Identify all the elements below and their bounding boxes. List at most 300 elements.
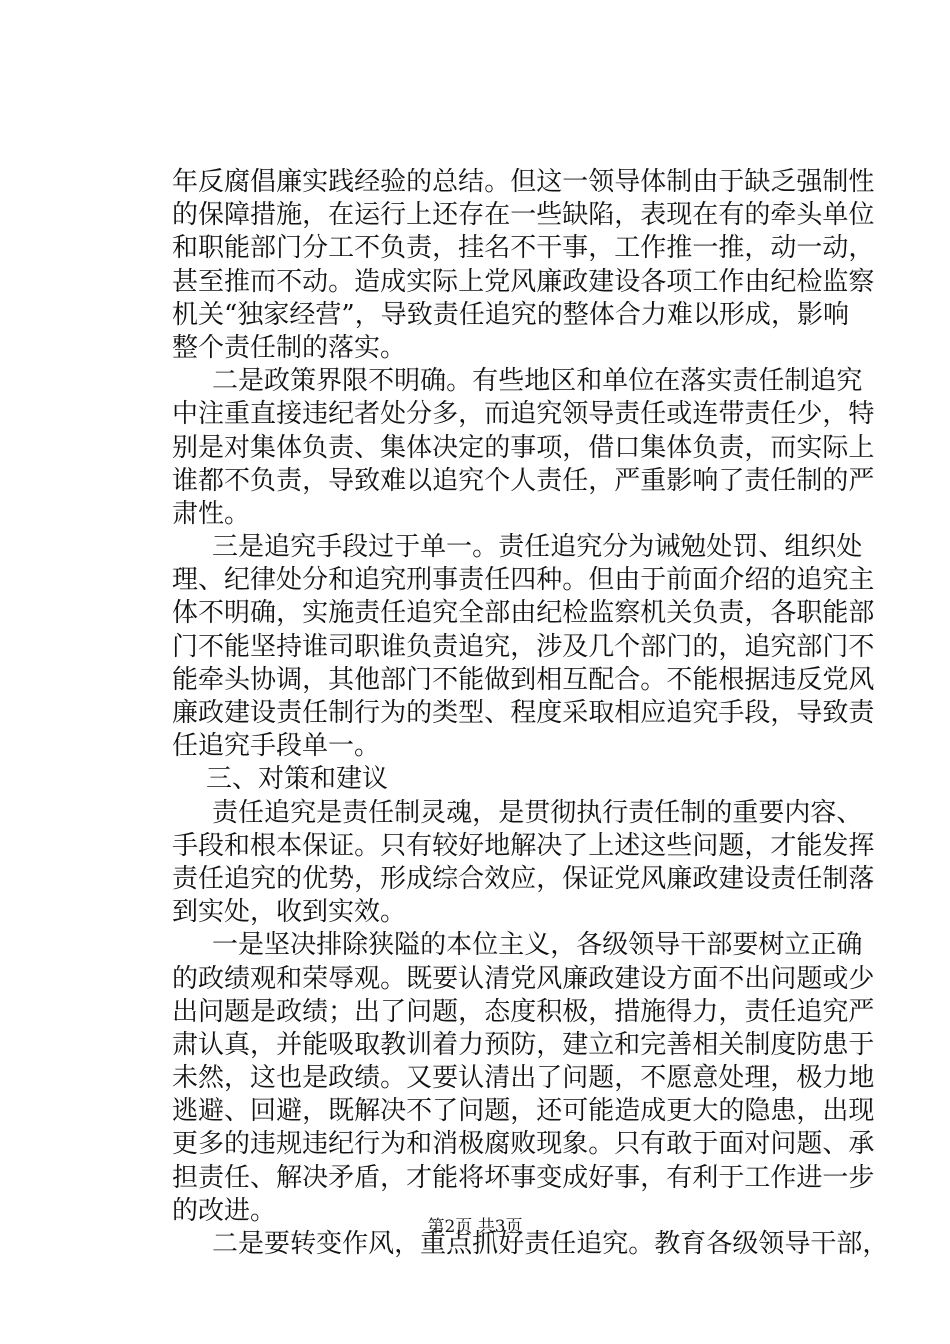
glyph: 更	[666, 1096, 693, 1127]
glyph: 责	[718, 598, 745, 629]
glyph: 态	[484, 996, 511, 1027]
glyph: 界	[316, 366, 343, 397]
glyph: 训	[406, 1029, 433, 1060]
glyph: 监	[588, 598, 615, 629]
glyph: 的	[172, 963, 199, 994]
glyph: 的	[406, 167, 433, 197]
glyph: 题	[796, 963, 823, 994]
glyph: 限	[342, 366, 369, 397]
glyph: 不	[848, 631, 875, 662]
glyph: 各	[576, 930, 603, 961]
glyph: 成	[562, 1162, 589, 1193]
glyph: 事	[510, 1162, 537, 1193]
glyph: 有	[666, 1162, 693, 1193]
glyph: 是	[302, 1063, 329, 1094]
glyph: ，	[550, 930, 577, 961]
glyph: 责	[770, 863, 797, 894]
glyph: ，	[394, 1229, 421, 1259]
glyph: 绩	[354, 1063, 381, 1094]
glyph: 动	[822, 233, 849, 264]
glyph: 综	[432, 863, 459, 894]
glyph: 而	[770, 432, 797, 463]
glyph: 职	[354, 631, 381, 662]
glyph: 吸	[328, 1029, 355, 1060]
line-text: 整个责任制的落实。	[172, 332, 407, 363]
glyph: 以	[692, 299, 719, 330]
glyph: 任	[640, 399, 667, 430]
glyph: 门	[822, 631, 849, 662]
glyph: 难	[380, 465, 407, 496]
glyph: ，	[536, 1029, 563, 1060]
text-line	[172, 631, 875, 664]
glyph: 度	[510, 996, 537, 1027]
glyph: 极	[458, 1129, 485, 1160]
glyph: 善	[666, 1029, 693, 1060]
glyph: 设	[640, 963, 667, 994]
glyph: 盾	[354, 1162, 381, 1193]
glyph: ，	[862, 1229, 889, 1259]
glyph: 至	[198, 266, 225, 297]
glyph: 。	[472, 532, 499, 563]
glyph: 廉	[562, 963, 589, 994]
glyph: 些	[536, 200, 563, 231]
glyph: 性	[848, 167, 875, 197]
glyph: 成	[380, 266, 407, 297]
glyph: 位	[472, 930, 499, 961]
glyph: 力	[458, 1029, 485, 1060]
glyph: 现	[848, 1096, 875, 1127]
glyph: 由	[744, 266, 771, 297]
glyph: 重	[224, 399, 251, 430]
glyph: 究	[836, 366, 863, 397]
glyph: 度	[770, 1029, 797, 1060]
glyph: 一	[822, 1162, 849, 1193]
glyph: 难	[666, 299, 693, 330]
glyph: 分	[406, 399, 433, 430]
glyph: 本	[276, 830, 303, 861]
text-line	[172, 863, 875, 896]
glyph: 的	[744, 200, 771, 231]
glyph: 少	[848, 963, 875, 994]
glyph: 清	[484, 1063, 511, 1094]
glyph: 察	[614, 598, 641, 629]
glyph: 由	[614, 565, 641, 596]
glyph: 推	[718, 233, 745, 264]
glyph: ，	[614, 200, 641, 231]
glyph: 问	[406, 996, 433, 1027]
glyph: 别	[172, 432, 199, 463]
text-line	[172, 199, 875, 232]
glyph: 政	[328, 1063, 355, 1094]
glyph: 领	[758, 1229, 785, 1259]
glyph: 绍	[744, 565, 771, 596]
glyph: 分	[302, 233, 329, 264]
glyph: 施	[328, 598, 355, 629]
glyph: 施	[276, 200, 303, 231]
glyph: 极	[562, 996, 589, 1027]
glyph: 机	[640, 598, 667, 629]
glyph: 型	[458, 698, 485, 728]
glyph: 究	[380, 565, 407, 596]
glyph: 一	[796, 233, 823, 264]
glyph: 现	[666, 200, 693, 231]
glyph: 在	[692, 200, 719, 231]
glyph: 主	[498, 930, 525, 961]
glyph: 致	[822, 698, 849, 728]
glyph: 、	[758, 532, 785, 563]
glyph: 并	[276, 1029, 303, 1060]
glyph: 出	[354, 996, 381, 1027]
glyph: 题	[588, 1063, 615, 1094]
glyph: 究	[290, 797, 317, 828]
text-line	[172, 929, 863, 962]
glyph: 谁	[302, 631, 329, 662]
glyph: 际	[432, 266, 459, 297]
text-line	[172, 266, 875, 299]
glyph: ，	[640, 1162, 667, 1193]
glyph: 是	[250, 996, 277, 1027]
text-line	[172, 1162, 875, 1195]
glyph: 根	[718, 664, 745, 695]
glyph: 一	[446, 532, 473, 563]
glyph: 题	[432, 996, 459, 1027]
glyph: 责	[536, 465, 563, 496]
glyph: 责	[498, 532, 525, 563]
glyph: 育	[680, 1229, 707, 1259]
glyph: 合	[614, 664, 641, 695]
glyph: 矛	[328, 1162, 355, 1193]
glyph: 事	[614, 1162, 641, 1193]
glyph: 影	[796, 299, 823, 330]
glyph: 责	[718, 432, 745, 463]
glyph: 象	[562, 1129, 589, 1160]
glyph: 好	[588, 1162, 615, 1193]
glyph: 致	[354, 465, 381, 496]
glyph: ，	[822, 399, 849, 430]
text-line	[172, 797, 863, 830]
glyph: 于	[718, 1162, 745, 1193]
glyph: 制	[822, 863, 849, 894]
glyph: 制	[744, 1029, 771, 1060]
glyph: 不	[354, 233, 381, 264]
glyph: 由	[510, 598, 537, 629]
glyph: 违	[302, 399, 329, 430]
glyph: 的	[692, 631, 719, 662]
glyph: 部	[484, 598, 511, 629]
text-line	[172, 830, 875, 863]
glyph: 解	[510, 830, 537, 861]
glyph: 缺	[744, 167, 771, 197]
glyph: 关	[718, 1029, 745, 1060]
glyph: 做	[484, 664, 511, 695]
glyph: 单	[822, 200, 849, 231]
glyph: 纪	[536, 598, 563, 629]
glyph: 单	[420, 532, 447, 563]
glyph: 罚	[732, 532, 759, 563]
glyph: 才	[770, 830, 797, 861]
glyph: 责	[198, 1162, 225, 1193]
glyph: 行	[354, 698, 381, 728]
glyph: 门	[666, 631, 693, 662]
glyph: 倡	[250, 167, 277, 197]
glyph: 认	[198, 1029, 225, 1060]
glyph: 事	[432, 565, 459, 596]
glyph: 分	[302, 565, 329, 596]
glyph: 肃	[172, 1029, 199, 1060]
glyph: 体	[276, 432, 303, 463]
glyph	[186, 531, 212, 564]
glyph: 部	[796, 631, 823, 662]
glyph: 势	[328, 863, 355, 894]
glyph: ，	[744, 233, 771, 264]
glyph: 都	[198, 465, 225, 496]
glyph: 是	[316, 797, 343, 828]
glyph: 愿	[666, 1063, 693, 1094]
glyph: 职	[796, 598, 823, 629]
glyph: 魂	[446, 797, 473, 828]
glyph: 落	[680, 366, 707, 397]
glyph: 力	[692, 996, 719, 1027]
glyph: 、	[198, 565, 225, 596]
glyph: 而	[250, 266, 277, 297]
glyph: 责	[432, 299, 459, 330]
glyph: 作	[640, 233, 667, 264]
glyph: 地	[848, 1063, 875, 1094]
glyph: 段	[342, 532, 369, 563]
glyph	[186, 365, 212, 398]
glyph: 任	[380, 598, 407, 629]
glyph: 二	[212, 366, 239, 397]
glyph: 门	[276, 233, 303, 264]
glyph: 了	[536, 1063, 563, 1094]
glyph: 察	[848, 266, 875, 297]
glyph: 总	[432, 167, 459, 197]
text-line	[172, 730, 836, 763]
glyph: 重	[420, 1229, 447, 1259]
glyph: 在	[654, 366, 681, 397]
glyph: 较	[432, 830, 459, 861]
glyph: 除	[342, 930, 369, 961]
glyph: 然	[198, 1063, 225, 1094]
glyph: 的	[536, 299, 563, 330]
glyph: 也	[276, 1063, 303, 1094]
glyph: 应	[510, 863, 537, 894]
glyph: 和	[224, 830, 251, 861]
glyph: 陷	[588, 200, 615, 231]
glyph: 对	[224, 432, 251, 463]
glyph: 集	[250, 432, 277, 463]
glyph: 形	[718, 299, 745, 330]
glyph: 体	[406, 432, 433, 463]
glyph: 上	[458, 266, 485, 297]
text-line	[172, 1128, 875, 1161]
glyph: 措	[250, 200, 277, 231]
glyph: 制	[666, 167, 693, 197]
glyph: 多	[198, 1129, 225, 1160]
glyph: 任	[562, 465, 589, 496]
glyph: 题	[224, 996, 251, 1027]
glyph: 关	[198, 299, 225, 330]
line-text: 三、对策和建议	[180, 764, 389, 795]
glyph: 执	[576, 797, 603, 828]
glyph: 消	[432, 1129, 459, 1160]
glyph: 设	[250, 698, 277, 728]
glyph: 影	[666, 465, 693, 496]
glyph: 或	[666, 399, 693, 430]
glyph: 明	[224, 598, 251, 629]
glyph: 少	[796, 399, 823, 430]
glyph: 工	[744, 1162, 771, 1193]
glyph: 口	[614, 432, 641, 463]
glyph: 风	[848, 664, 875, 695]
glyph: 于	[692, 1129, 719, 1160]
glyph: 方	[666, 963, 693, 994]
glyph: 只	[614, 1129, 641, 1160]
text-line	[172, 332, 836, 365]
text-line	[172, 963, 875, 996]
glyph: 成	[406, 863, 433, 894]
glyph: 响	[822, 299, 849, 330]
glyph: 证	[588, 863, 615, 894]
glyph: 政	[588, 963, 615, 994]
glyph: 行	[380, 200, 407, 231]
text-line	[172, 166, 875, 199]
text-line	[172, 398, 875, 431]
glyph: 绩	[224, 963, 251, 994]
glyph: ，	[302, 1096, 329, 1127]
glyph: ，	[588, 996, 615, 1027]
glyph: 责	[172, 863, 199, 894]
glyph: 推	[666, 233, 693, 264]
glyph: 能	[588, 1096, 615, 1127]
glyph: ，	[744, 432, 771, 463]
glyph: 不	[198, 598, 225, 629]
glyph: 的	[770, 565, 797, 596]
glyph: 这	[536, 167, 563, 197]
text-line	[172, 763, 836, 796]
glyph: ，	[302, 664, 329, 695]
glyph: 违	[302, 1129, 329, 1160]
glyph: 党	[484, 266, 511, 297]
glyph: 是	[498, 797, 525, 828]
glyph: 既	[406, 963, 433, 994]
glyph: 处	[836, 532, 863, 563]
line-text: 的改进。	[172, 1195, 277, 1226]
glyph: ，	[588, 233, 615, 264]
glyph: 患	[770, 1096, 797, 1127]
glyph: 正	[810, 930, 837, 961]
glyph: 位	[848, 200, 875, 231]
glyph: 步	[848, 1162, 875, 1193]
glyph: 问	[692, 830, 719, 861]
glyph: 真	[224, 1029, 251, 1060]
glyph: 牵	[770, 200, 797, 231]
glyph: 义	[524, 930, 551, 961]
glyph: 防	[510, 1029, 537, 1060]
glyph: 严	[848, 996, 875, 1027]
glyph: 这	[640, 830, 667, 861]
glyph: ，	[354, 863, 381, 894]
text-line	[172, 432, 875, 465]
text-line	[172, 996, 875, 1029]
glyph: 独	[237, 299, 264, 330]
glyph: 挥	[848, 830, 875, 861]
glyph: 几	[588, 631, 615, 662]
glyph: 决	[290, 930, 317, 961]
glyph: 实	[796, 432, 823, 463]
glyph: 手	[718, 698, 745, 728]
glyph: 一	[692, 233, 719, 264]
glyph: 关	[666, 598, 693, 629]
glyph: ，	[510, 1096, 537, 1127]
glyph: 些	[666, 830, 693, 861]
text-line	[172, 232, 875, 265]
glyph: 应	[640, 698, 667, 728]
glyph: 负	[302, 432, 329, 463]
glyph: 负	[692, 432, 719, 463]
glyph: 内	[784, 797, 811, 828]
glyph: 任	[770, 399, 797, 430]
glyph: 。	[640, 664, 667, 695]
glyph: ，	[432, 233, 459, 264]
glyph: ，	[250, 1029, 277, 1060]
glyph: 践	[328, 167, 355, 197]
glyph: 既	[328, 1096, 355, 1127]
glyph: 究	[432, 598, 459, 629]
glyph: 缺	[562, 200, 589, 231]
glyph: 党	[822, 664, 849, 695]
glyph: 意	[692, 1063, 719, 1094]
glyph: 一	[510, 200, 537, 231]
line-text: 肃性。	[172, 498, 251, 529]
glyph: 是	[238, 366, 265, 397]
glyph: 注	[198, 399, 225, 430]
glyph: 监	[822, 266, 849, 297]
glyph: 责	[212, 797, 239, 828]
text-line	[172, 531, 863, 564]
glyph: 其	[328, 664, 355, 695]
glyph: 未	[172, 1063, 199, 1094]
glyph: 者	[354, 399, 381, 430]
glyph: 追	[484, 299, 511, 330]
glyph: 重	[640, 465, 667, 496]
glyph: 有	[718, 200, 745, 231]
glyph: 追	[510, 399, 537, 430]
glyph: ，	[562, 432, 589, 463]
glyph: 建	[588, 266, 615, 297]
glyph: 制	[394, 797, 421, 828]
glyph: 度	[536, 698, 563, 728]
glyph: 追	[432, 465, 459, 496]
glyph: 领	[562, 399, 589, 430]
glyph: 头	[224, 664, 251, 695]
glyph: 的	[822, 465, 849, 496]
text-line	[172, 564, 875, 597]
glyph: 采	[562, 698, 589, 728]
glyph: 相	[692, 1029, 719, 1060]
glyph: 纪	[328, 1129, 355, 1160]
glyph: 政	[562, 266, 589, 297]
glyph: ，	[770, 1063, 797, 1094]
glyph: 制	[822, 167, 849, 197]
glyph: 不	[640, 1063, 667, 1094]
glyph: 、	[484, 698, 511, 728]
glyph: 好	[498, 1229, 525, 1259]
glyph: 任	[550, 1229, 577, 1259]
glyph: 连	[692, 399, 719, 430]
glyph: 形	[380, 863, 407, 894]
glyph: 分	[602, 532, 629, 563]
